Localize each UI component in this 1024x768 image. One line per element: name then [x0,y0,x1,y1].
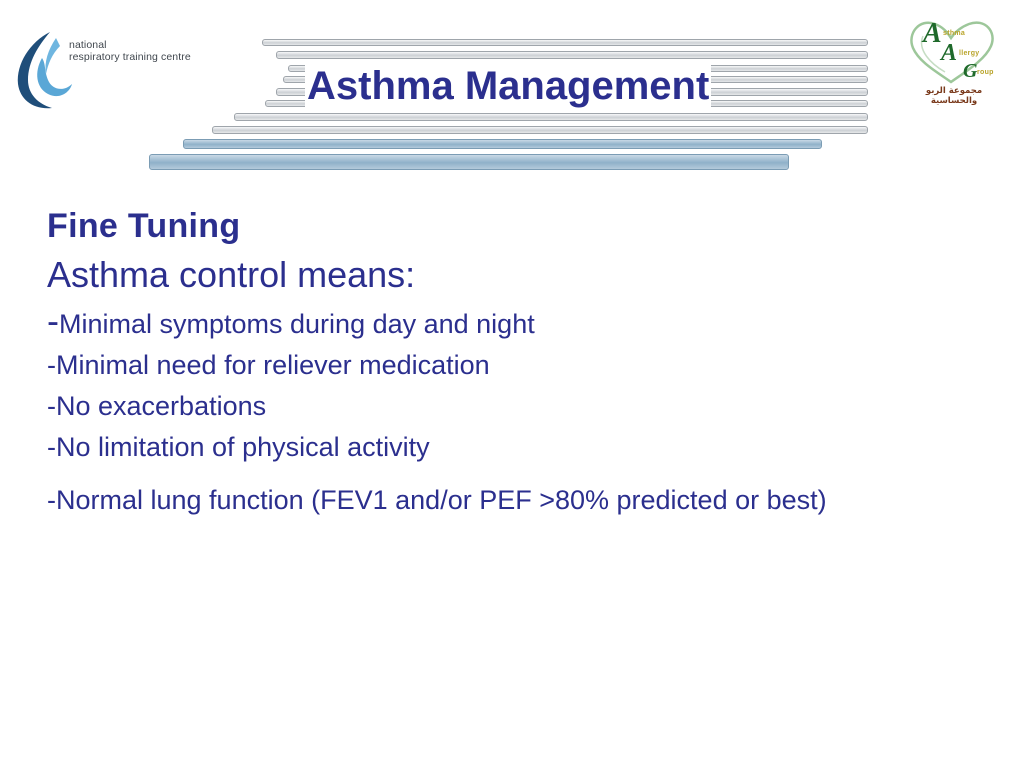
bullet-text: -Normal lung function (FEV1 and/or PEF >80% predicted or best) [47,485,827,515]
bullet-item [47,478,967,522]
slide-title: Asthma Management [307,64,710,108]
bullet-text: -Minimal need for reliever medication [47,350,490,380]
bullet-dash: - [47,300,59,341]
stripe-1 [262,39,868,46]
letter-g: G [963,60,978,82]
slide-body [47,206,987,522]
bullet-item [47,427,987,468]
ntrc-logo [12,28,212,118]
word-group: roup [977,69,994,76]
letter-a-2: A [941,40,958,66]
bullet-text: -No limitation of physical activity [47,432,430,462]
subtitle: Fine Tuning [47,207,241,245]
bullet-text: -No exacerbations [47,391,267,421]
section-heading: Asthma control means: [47,254,416,295]
stripe-2 [276,51,868,59]
ntrc-logo-text [69,39,191,63]
arabic-group-name: مجموعة الربو والحساسية [925,86,983,106]
bullet-item [47,345,987,386]
asthma-allergy-group-logo [905,16,1005,106]
bullet-text: Minimal symptoms during day and night [59,309,535,339]
logo-line-1: national [69,39,107,51]
stripe-7 [234,113,868,121]
letter-a-1: A [923,18,942,49]
stripe-8 [212,126,868,134]
word-asthma: sthma [943,30,966,37]
stripe-10 [149,154,789,170]
word-allergy: llergy [959,50,980,57]
stripe-9 [183,139,822,149]
swirl-logo-icon [12,28,72,112]
logo-line-2: respiratory training centre [69,51,191,63]
bullet-item [47,300,987,345]
bullet-item [47,386,987,427]
